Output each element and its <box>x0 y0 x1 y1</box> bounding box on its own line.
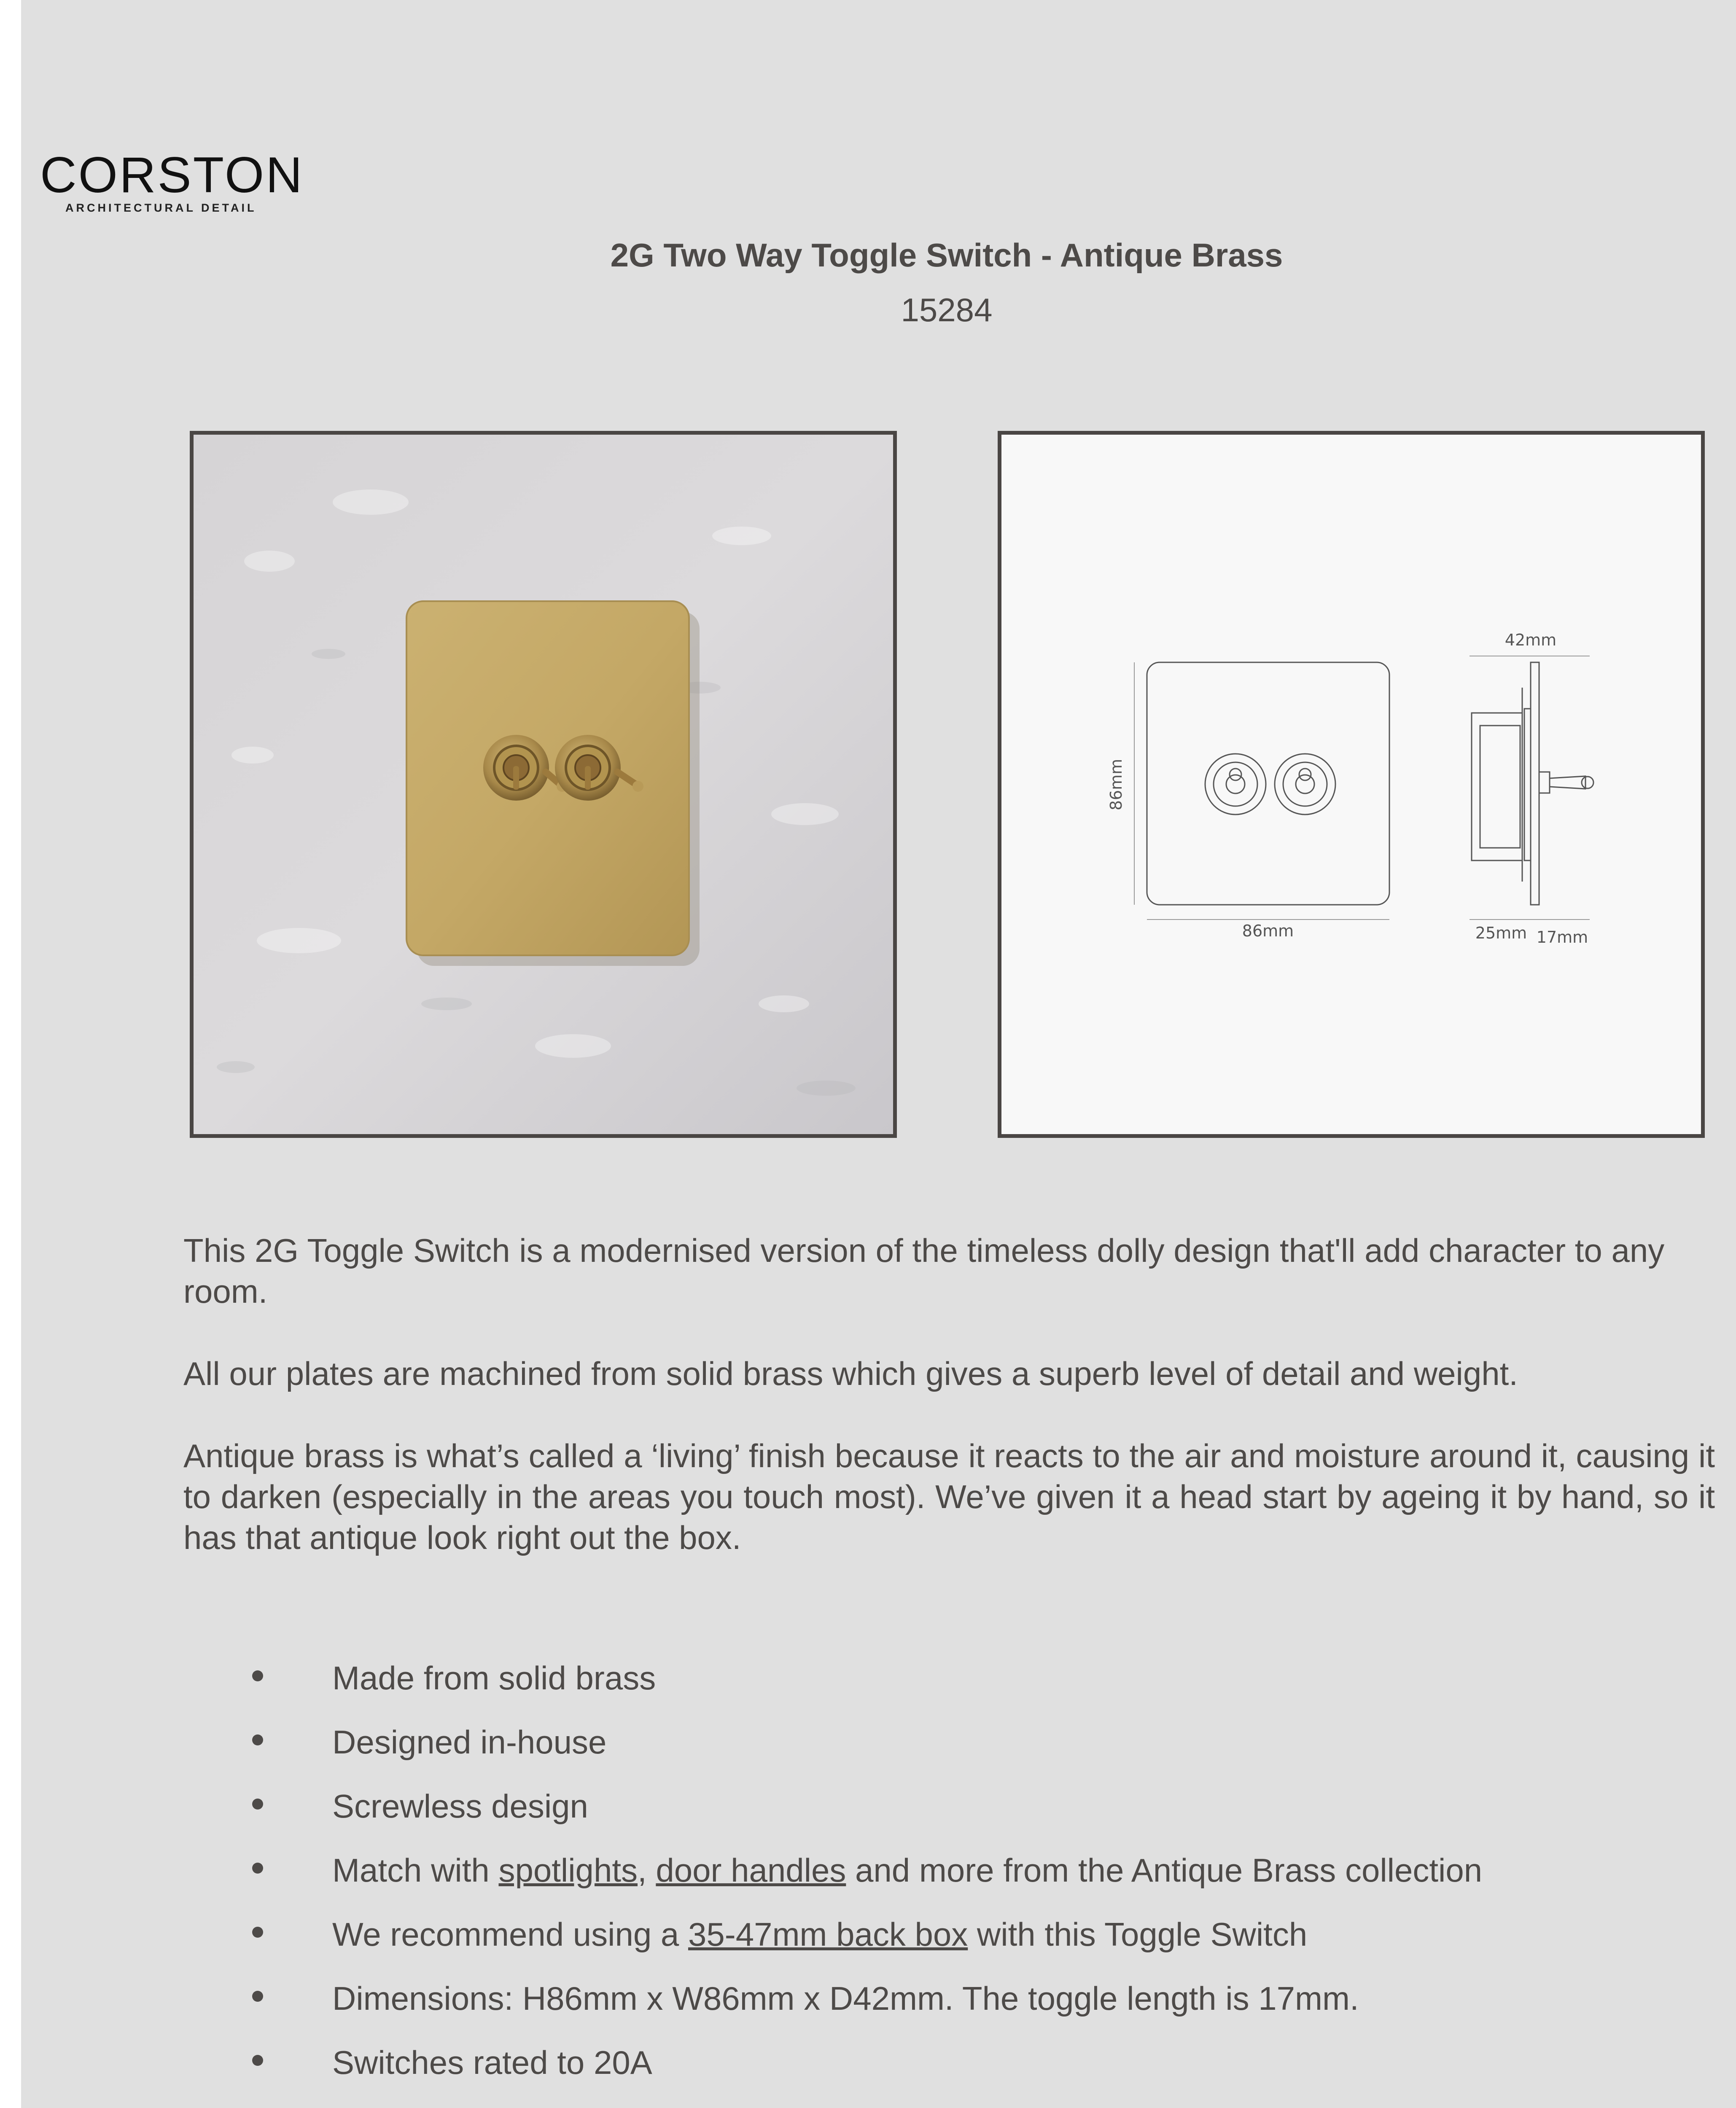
toggle-length-label: 17mm <box>1536 928 1588 946</box>
feature-text: Switches rated to 20A <box>332 2044 652 2081</box>
feature-text: Made from solid brass <box>332 1659 656 1697</box>
list-item <box>21 1913 1736 1977</box>
bullet-dot-icon <box>252 1734 263 1745</box>
spotlights-link[interactable]: spotlights <box>498 1852 638 1889</box>
bullet-dot-icon <box>252 1799 263 1810</box>
bullet-dot-icon <box>252 1991 263 2002</box>
list-item <box>21 2041 1736 2105</box>
feature-text-backbox <box>332 1913 1307 1955</box>
feature-text: Designed in-house <box>332 1724 607 1761</box>
feature-text-match <box>332 1849 1482 1891</box>
list-item <box>21 1977 1736 2041</box>
feature-text: Dimensions: H86mm x W86mm x D42mm. The toggle length is 17mm. <box>332 1980 1359 2017</box>
list-item <box>21 1657 1736 1721</box>
product-code: 15284 <box>901 291 993 328</box>
height-label: 86mm <box>1107 758 1125 811</box>
list-item <box>21 1721 1736 1785</box>
feature-text-separator: , <box>638 1852 656 1889</box>
product-photo <box>190 431 897 1138</box>
brand-logo <box>40 148 310 219</box>
feature-text <box>332 2105 571 2108</box>
feature-list <box>21 1657 1736 2108</box>
spec-sheet-page <box>21 0 1736 2108</box>
feature-text-prefix: We recommend using a <box>332 1916 688 1953</box>
list-item <box>21 1849 1736 1913</box>
brand-tagline: ARCHITECTURAL DETAIL <box>65 202 257 214</box>
dimension-drawing <box>1001 435 1701 1134</box>
description-paragraph-1: This 2G Toggle Switch is a modernised version of the timeless dolly design that'll add character to any room. <box>183 1232 1665 1310</box>
description-paragraph-2: All our plates are machined from solid brass which gives a superb level of detail and weight. <box>183 1355 1518 1392</box>
door-handles-link[interactable]: door handles <box>656 1852 846 1889</box>
bullet-dot-icon <box>252 2055 263 2066</box>
toggle-switch-photo-image <box>194 435 893 1134</box>
feature-text-suffix: and more from the Antique Brass collection <box>846 1852 1483 1889</box>
bullet-dot-icon <box>252 1863 263 1874</box>
bullet-dot-icon <box>252 1927 263 1938</box>
back-box-link[interactable]: 35-47mm back box <box>688 1916 968 1953</box>
width-label: 86mm <box>1242 922 1294 940</box>
bullet-dot-icon <box>252 1670 263 1681</box>
backbox-label: 25mm <box>1475 924 1527 942</box>
feature-text-suffix: with this Toggle Switch <box>968 1916 1308 1953</box>
list-item <box>21 2105 1736 2108</box>
dimension-diagram <box>998 431 1705 1138</box>
brand-name: CORSTON <box>40 147 304 203</box>
feature-text-prefix: Match with <box>332 1852 499 1889</box>
list-item <box>21 1785 1736 1849</box>
description-paragraph-3: Antique brass is what’s called a ‘living’ finish because it reacts to the air and moisture around it, causing it to darken (especially in the areas you touch most). We’ve given it a head start by ageing it by hand, so it has that antique look right out the box. <box>183 1437 1715 1556</box>
depth-label: 42mm <box>1505 631 1557 649</box>
feature-text: Screwless design <box>332 1788 588 1825</box>
product-title: 2G Two Way Toggle Switch - Antique Brass <box>610 237 1283 274</box>
